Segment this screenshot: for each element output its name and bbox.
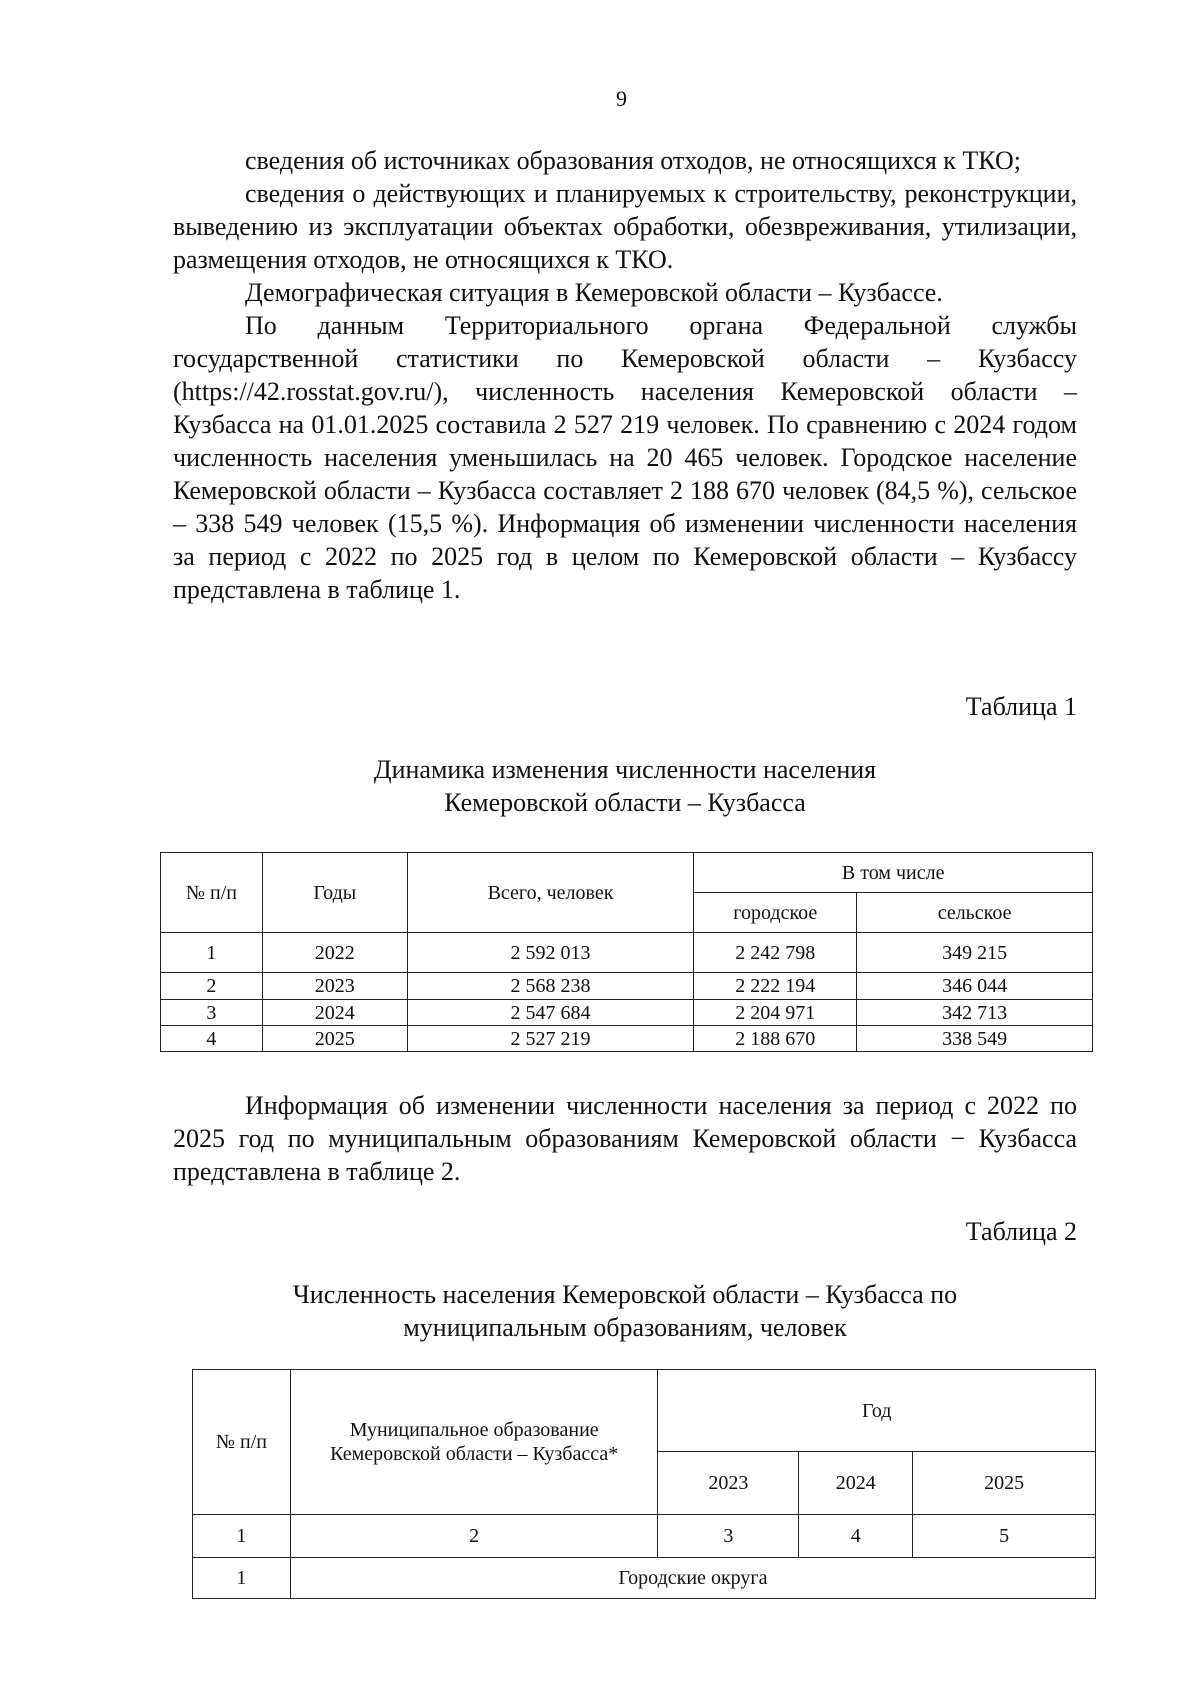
paragraph-2: сведения о действующих и планируемых к строительству, реконструкции, выведению из эксплуатации объектах обработки, обезвреживания, утилизации, размещения отходов, не относящихся к ТКО. [173,179,1077,274]
row-year: 2022 [262,933,407,973]
header-num: № п/п [193,1370,291,1515]
row-urban: 2 222 194 [694,973,857,1000]
table1-header-row [161,853,1093,893]
section-label: Городские округа [290,1558,1095,1599]
paragraph-after-table1: Информация об изменении численности населения за период с 2022 по 2025 год по муниципальным образованиям Кемеровской области − Кузбасса представлена в таблице 2. [173,1091,1077,1186]
body-text [173,144,1077,606]
row-year: 2024 [262,1000,407,1026]
column-number: 4 [799,1515,913,1558]
paragraph-3: Демографическая ситуация в Кемеровской области – Кузбассе. [245,278,943,307]
header-municipality [290,1370,658,1515]
row-urban: 2 188 670 [694,1026,857,1052]
header-years: Годы [262,853,407,933]
header-2024: 2024 [799,1452,913,1515]
table2-title-line1: Численность населения Кемеровской области – Кузбасса по [292,1280,958,1309]
municipal-population-table [192,1369,1096,1599]
row-total: 2 568 238 [407,973,694,1000]
section-num: 1 [193,1558,291,1599]
paragraph-1: сведения об источниках образования отходов, не относящихся к ТКО; [245,146,1021,175]
paragraph-after-table1-block [173,1089,1077,1188]
page-number: 9 [616,86,627,111]
header-year: Год [658,1370,1096,1452]
row-num: 3 [161,1000,263,1026]
header-urban: городское [694,893,857,933]
paragraph-4: По данным Территориального органа Федеральной службы государственной статистики по Кемеровской области – Кузбассу (https://42.rosstat.gov.ru/), численность населения Кемеровской области – Кузбасса на 01.01.2025 составила 2 527 219 человек. По сравнению с 2024 годом численность населения уменьшилась на 20 465 человек. Городское население Кемеровской области – Кузбасса составляет 2 188 670 человек (84,5 %), сельское – 338 549 человек (15,5 %). Информация об изменении численности населения за период с 2022 по 2025 год в целом по Кемеровской области – Кузбассу представлена в таблице 1. [173,311,1077,604]
column-number: 5 [913,1515,1096,1558]
row-year: 2023 [262,973,407,1000]
column-number: 3 [658,1515,799,1558]
table1-title-line1: Динамика изменения численности населения [373,755,877,784]
table-row [161,1026,1093,1052]
table2-label: Таблица 2 [965,1217,1077,1246]
table1-title-line2: Кемеровской области – Кузбасса [444,788,806,817]
row-total: 2 547 684 [407,1000,694,1026]
table1-title [173,753,1077,819]
row-total: 2 527 219 [407,1026,694,1052]
row-rural: 342 713 [857,1000,1093,1026]
header-municipality-line1: Муниципальное образование [349,1419,599,1441]
table2-header-row [193,1370,1096,1452]
table2-title [173,1278,1077,1344]
table-row [161,973,1093,1000]
table1-label: Таблица 1 [965,692,1077,721]
table2-section-row [193,1558,1096,1599]
row-urban: 2 204 971 [694,1000,857,1026]
table2-column-numbers-row [193,1515,1096,1558]
table-row [161,1000,1093,1026]
header-2025: 2025 [913,1452,1096,1515]
header-municipality-line2: Кемеровской области – Кузбасса* [330,1443,619,1465]
row-num: 1 [161,933,263,973]
header-total: Всего, человек [407,853,694,933]
table-row [161,933,1093,973]
column-number: 2 [290,1515,658,1558]
row-num: 4 [161,1026,263,1052]
row-rural: 349 215 [857,933,1093,973]
row-rural: 338 549 [857,1026,1093,1052]
header-including: В том числе [694,853,1093,893]
row-total: 2 592 013 [407,933,694,973]
table2-title-line2: муниципальным образованиям, человек [403,1313,847,1342]
population-dynamics-table [160,852,1093,1052]
header-2023: 2023 [658,1452,799,1515]
row-num: 2 [161,973,263,1000]
row-rural: 346 044 [857,973,1093,1000]
row-year: 2025 [262,1026,407,1052]
header-num: № п/п [161,853,263,933]
row-urban: 2 242 798 [694,933,857,973]
header-rural: сельское [857,893,1093,933]
column-number: 1 [193,1515,291,1558]
